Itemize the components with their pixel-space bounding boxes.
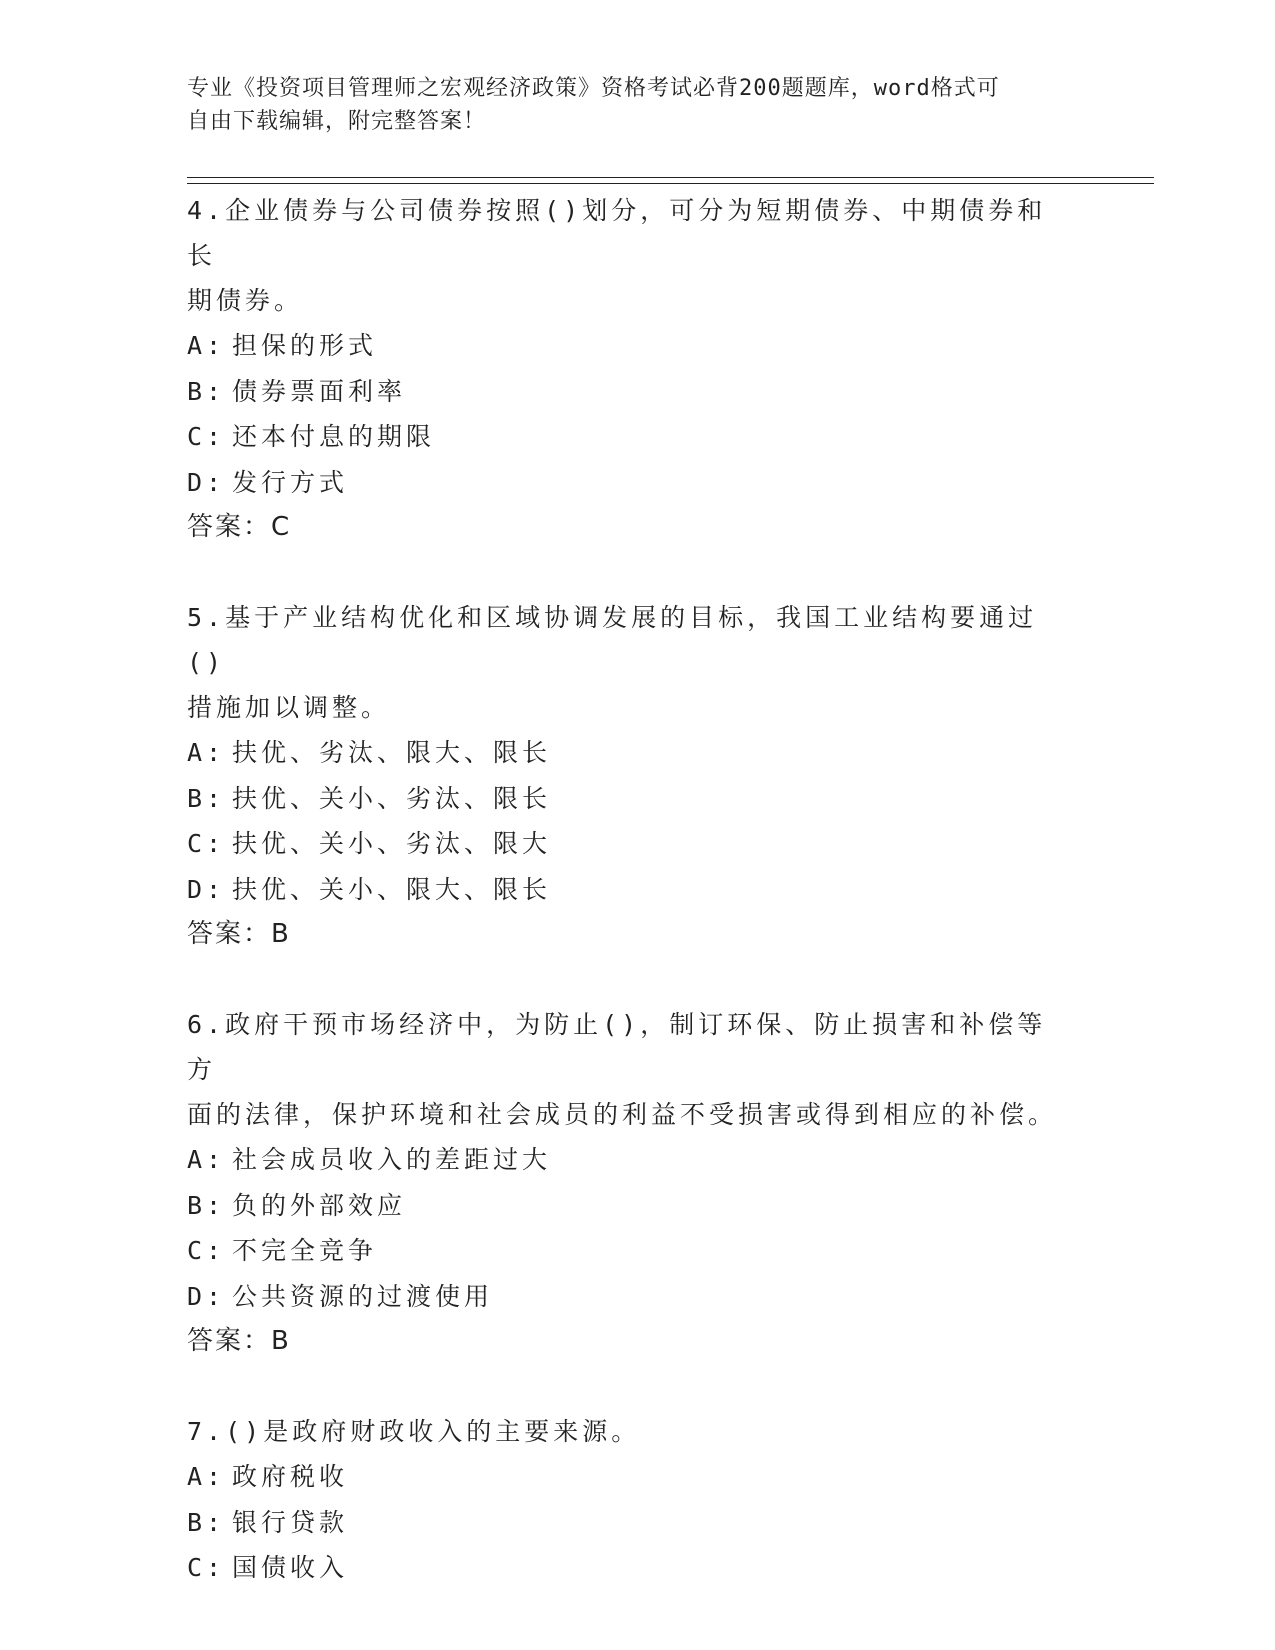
question-6	[187, 1002, 1067, 1364]
option-text: 担保的形式	[232, 331, 378, 360]
document-header	[187, 72, 1067, 138]
option-text: 扶优、关小、劣汰、限大	[232, 829, 552, 858]
option-text: 还本付息的期限	[232, 422, 436, 451]
option-c	[187, 1545, 1067, 1591]
stem-line: 5.基于产业结构优化和区域协调发展的目标，我国工业结构要通过()	[187, 603, 1038, 677]
option-a	[187, 323, 1067, 369]
option-label: B:	[187, 1507, 226, 1537]
answer-line: 答案：B	[187, 919, 291, 949]
option-label: C:	[187, 1553, 226, 1582]
option-c	[187, 821, 1067, 867]
option-label: A:	[187, 331, 226, 360]
option-text: 社会成员收入的差距过大	[232, 1145, 552, 1174]
answer-line: 答案：C	[187, 512, 292, 542]
option-d	[187, 1274, 1067, 1320]
option-a	[187, 1137, 1067, 1183]
option-label: B:	[187, 783, 226, 813]
option-label: C:	[187, 422, 226, 451]
option-text: 扶优、劣汰、限大、限长	[232, 738, 552, 767]
header-line-1: 专业《投资项目管理师之宏观经济政策》资格考试必背200题题库，word格式可	[187, 76, 1000, 101]
option-text: 扶优、关小、限大、限长	[232, 874, 552, 904]
question-stem	[187, 1409, 1067, 1454]
option-b	[187, 369, 1067, 415]
option-label: D:	[187, 467, 226, 497]
option-label: D:	[187, 1281, 226, 1311]
option-text: 政府税收	[232, 1462, 349, 1491]
option-d	[187, 460, 1067, 506]
header-divider-top	[187, 177, 1154, 178]
stem-line: 面的法律，保护环境和社会成员的利益不受损害或得到相应的补偿。	[187, 1100, 1058, 1129]
option-label: A:	[187, 1462, 226, 1491]
stem-line: 7.()是政府财政收入的主要来源。	[187, 1417, 641, 1446]
question-4	[187, 188, 1067, 550]
option-label: B:	[187, 1190, 226, 1220]
option-label: C:	[187, 1236, 226, 1265]
option-a	[187, 730, 1067, 776]
option-text: 银行贷款	[232, 1507, 349, 1537]
option-text: 不完全竞争	[232, 1236, 378, 1265]
option-text: 公共资源的过渡使用	[232, 1281, 494, 1311]
question-stem	[187, 595, 1067, 730]
stem-line: 措施加以调整。	[187, 693, 391, 722]
option-c	[187, 414, 1067, 460]
option-label: B:	[187, 376, 226, 406]
option-a	[187, 1454, 1067, 1500]
question-stem	[187, 188, 1067, 323]
option-label: A:	[187, 1145, 226, 1174]
option-b	[187, 776, 1067, 822]
option-text: 国债收入	[232, 1553, 349, 1582]
option-label: A:	[187, 738, 226, 767]
option-text: 负的外部效应	[232, 1190, 407, 1220]
answer-line: 答案：B	[187, 1326, 291, 1356]
question-7	[187, 1409, 1067, 1591]
header-line-2: 自由下载编辑，附完整答案！	[187, 109, 487, 134]
header-divider-bottom	[187, 183, 1154, 184]
option-label: D:	[187, 874, 226, 904]
option-d	[187, 867, 1067, 913]
option-text: 发行方式	[232, 467, 349, 497]
question-stem	[187, 1002, 1067, 1137]
option-b	[187, 1183, 1067, 1229]
stem-line: 期债券。	[187, 286, 304, 315]
option-text: 扶优、关小、劣汰、限长	[232, 783, 552, 813]
question-5	[187, 595, 1067, 957]
option-text: 债券票面利率	[232, 376, 407, 406]
option-label: C:	[187, 829, 226, 858]
option-c	[187, 1228, 1067, 1274]
stem-line: 6.政府干预市场经济中，为防止()，制订环保、防止损害和补偿等方	[187, 1010, 1047, 1084]
stem-line: 4.企业债券与公司债券按照()划分，可分为短期债券、中期债券和长	[187, 196, 1047, 270]
option-b	[187, 1500, 1067, 1546]
question-list	[187, 188, 1067, 1636]
